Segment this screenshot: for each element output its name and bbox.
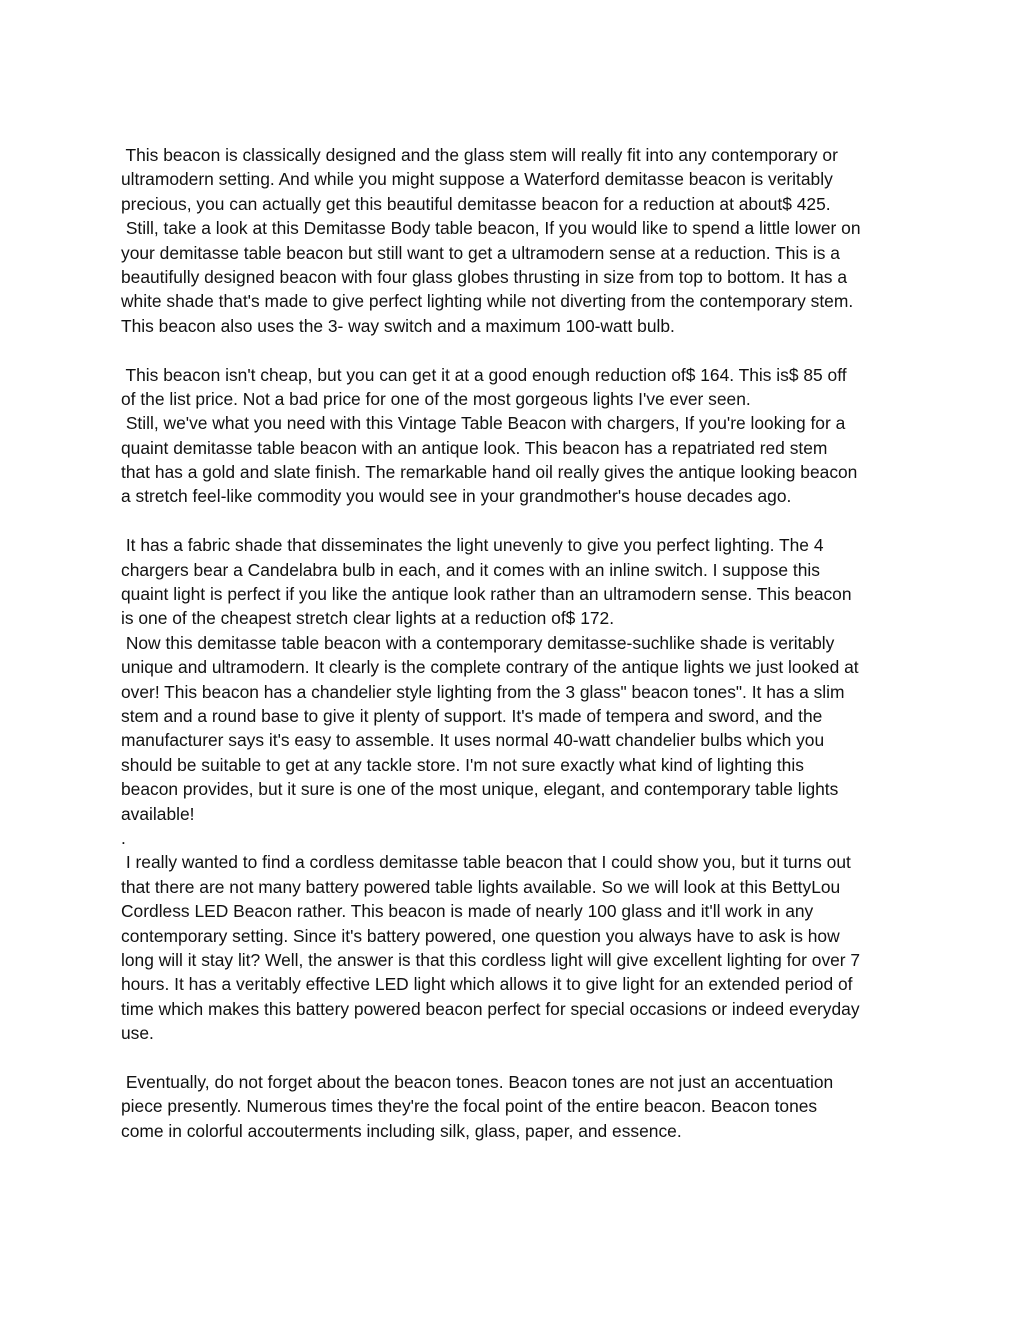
text-line: hours. It has a veritably effective LED light which allows it to give light for an extended period of — [121, 974, 853, 995]
document-page — [121, 143, 907, 1143]
text-line: quaint light is perfect if you like the antique look rather than an ultramodern sense. This beacon — [121, 584, 852, 605]
text-line: is one of the cheapest stretch clear lights at a reduction of$ 172. — [121, 608, 615, 629]
text-line: Still, we've what you need with this Vintage Table Beacon with chargers, If you're looking for a — [121, 413, 846, 434]
text-line: Cordless LED Beacon rather. This beacon is made of nearly 100 glass and it'll work in any — [121, 901, 814, 922]
paragraph-gap — [121, 1045, 907, 1069]
paragraph-gap — [121, 509, 907, 533]
text-line: long will it stay lit? Well, the answer is that this cordless light will give excellent lighting for over 7 — [121, 949, 861, 970]
text-line: contemporary setting. Since it's battery powered, one question you always have to ask is how — [121, 925, 840, 946]
paragraph-block — [121, 363, 907, 509]
text-line: come in colorful accouterments including silk, glass, paper, and essence. — [121, 1120, 682, 1141]
text-line: I really wanted to find a cordless demitasse table beacon that I could show you, but it turns out — [121, 852, 851, 873]
text-line: . — [121, 827, 126, 848]
text-line: Still, take a look at this Demitasse Body table beacon, If you would like to spend a little lower on — [121, 218, 861, 239]
text-line: a stretch feel-like commodity you would see in your grandmother's house decades ago. — [121, 486, 792, 507]
text-line: stem and a round base to give it plenty of support. It's made of tempera and sword, and the — [121, 705, 823, 726]
text-line: use. — [121, 1023, 154, 1044]
text-line: This beacon isn't cheap, but you can get it at a good enough reduction of$ 164. This is$ 85 off — [121, 364, 847, 385]
text-line: It has a fabric shade that disseminates the light unevenly to give you perfect lighting. The 4 — [121, 535, 824, 556]
text-line: of the list price. Not a bad price for one of the most gorgeous lights I've ever seen. — [121, 388, 751, 409]
text-line: beacon provides, but it sure is one of the most unique, elegant, and contemporary table lights — [121, 779, 839, 800]
text-line: unique and ultramodern. It clearly is the complete contrary of the antique lights we just looked at — [121, 657, 859, 678]
paragraph-block — [121, 533, 907, 1045]
text-line: available! — [121, 803, 195, 824]
text-line: Eventually, do not forget about the beacon tones. Beacon tones are not just an accentuation — [121, 1071, 834, 1092]
text-line: This beacon is classically designed and the glass stem will really fit into any contemporary or — [121, 145, 838, 165]
text-line: quaint demitasse table beacon with an antique look. This beacon has a repatriated red stem — [121, 437, 828, 458]
text-line: white shade that's made to give perfect lighting while not diverting from the contemporary stem. — [121, 291, 854, 312]
text-line: Now this demitasse table beacon with a contemporary demitasse-suchlike shade is veritably — [121, 632, 835, 653]
text-line: manufacturer says it's easy to assemble. It uses normal 40-watt chandelier bulbs which you — [121, 730, 825, 751]
text-line: This beacon also uses the 3- way switch and a maximum 100-watt bulb. — [121, 315, 675, 336]
text-line: chargers bear a Candelabra bulb in each, and it comes with an inline switch. I suppose this — [121, 559, 820, 580]
text-line: your demitasse table beacon but still want to get a ultramodern sense at a reduction. This is a — [121, 242, 840, 263]
text-line: time which makes this battery powered beacon perfect for special occasions or indeed everyday — [121, 998, 860, 1019]
text-line: precious, you can actually get this beautiful demitasse beacon for a reduction at about$ 425. — [121, 193, 831, 214]
paragraph-block — [121, 143, 907, 338]
paragraph-block — [121, 1070, 907, 1143]
text-line: beautifully designed beacon with four glass globes thrusting in size from top to bottom. It has a — [121, 266, 847, 287]
text-line: that has a gold and slate finish. The remarkable hand oil really gives the antique looking beacon — [121, 462, 858, 483]
text-line: over! This beacon has a chandelier style lighting from the 3 glass" beacon tones". It has a slim — [121, 681, 845, 702]
text-line: should be suitable to get at any tackle store. I'm not sure exactly what kind of lighting this — [121, 754, 804, 775]
text-line: ultramodern setting. And while you might suppose a Waterford demitasse beacon is veritably — [121, 169, 833, 190]
text-line: piece presently. Numerous times they're the focal point of the entire beacon. Beacon tones — [121, 1096, 818, 1117]
paragraph-gap — [121, 338, 907, 362]
text-line: that there are not many battery powered table lights available. So we will look at this BettyLou — [121, 876, 841, 897]
